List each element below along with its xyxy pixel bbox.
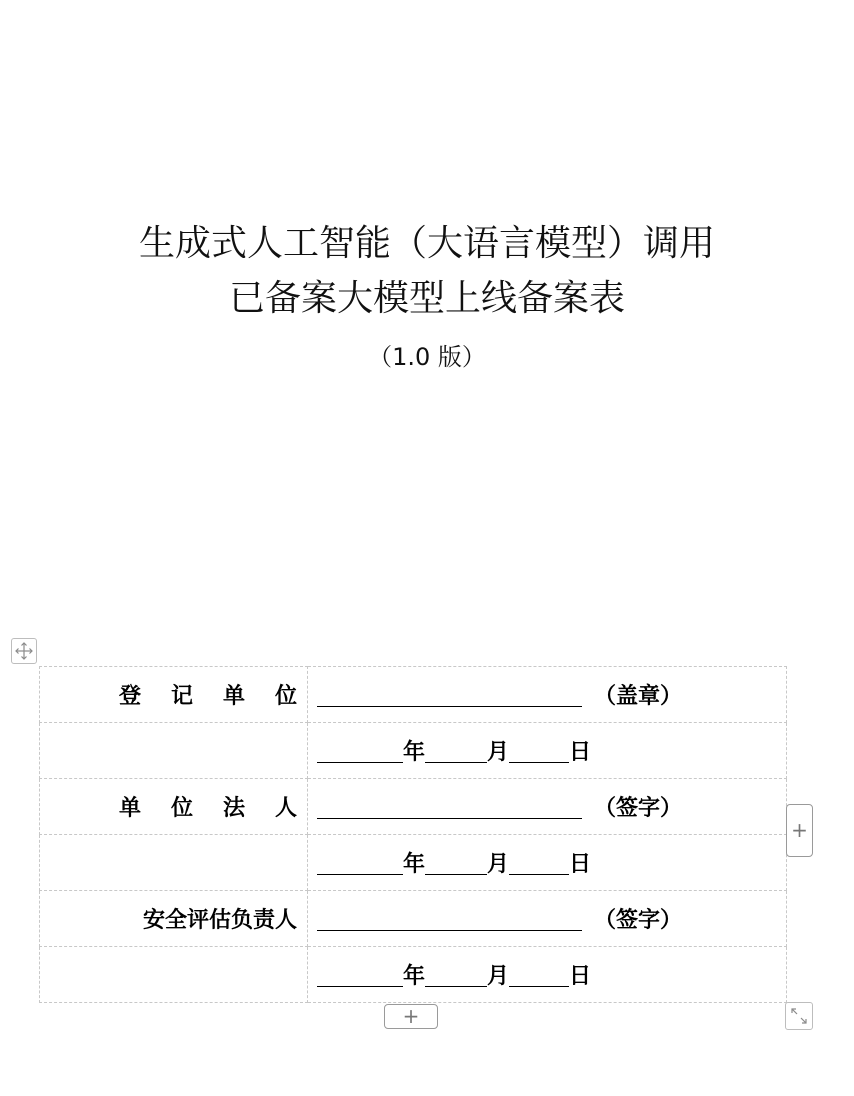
month-unit: 月 (487, 740, 510, 765)
year-unit: 年 (403, 740, 426, 765)
document-title-line-1: 生成式人工智能（大语言模型）调用 (138, 223, 715, 264)
signature-line (317, 796, 582, 819)
document-title-line-2: 已备案大模型上线备案表 (228, 278, 625, 319)
label-cell[interactable] (40, 723, 308, 779)
year-line (317, 964, 403, 987)
table-row (40, 835, 787, 891)
label-cell[interactable] (40, 779, 327, 835)
value-cell[interactable] (308, 891, 787, 947)
four-arrow-move-icon (12, 639, 36, 663)
registration-table (39, 666, 787, 1003)
month-line (425, 964, 487, 987)
label-cell[interactable] (40, 947, 308, 1003)
signature-line (317, 908, 582, 931)
year-unit: 年 (403, 852, 426, 877)
date-cell[interactable] (308, 947, 787, 1003)
day-line (509, 852, 569, 875)
document-version: （1.0 版） (368, 343, 486, 371)
day-unit: 日 (569, 964, 592, 989)
table-row (40, 891, 787, 947)
day-line (509, 740, 569, 763)
label-cell[interactable] (40, 891, 308, 947)
signature-note: （签字） (594, 796, 683, 821)
plus-icon: + (402, 1004, 420, 1028)
signature-line (317, 684, 582, 707)
table-resize-handle[interactable] (785, 1002, 813, 1030)
seal-note: （盖章） (594, 684, 683, 709)
value-cell[interactable] (308, 779, 787, 835)
month-line (425, 740, 487, 763)
year-unit: 年 (403, 964, 426, 989)
month-unit: 月 (487, 964, 510, 989)
registrant-label: 登记单位 (118, 684, 327, 709)
add-row-button[interactable] (384, 1004, 438, 1029)
add-column-button[interactable] (786, 804, 813, 857)
date-cell[interactable] (308, 723, 787, 779)
day-line (509, 964, 569, 987)
label-cell[interactable] (40, 667, 327, 723)
table-row (40, 779, 787, 835)
day-unit: 日 (569, 852, 592, 877)
diagonal-resize-icon (786, 1003, 812, 1029)
plus-icon: + (791, 818, 808, 842)
day-unit: 日 (569, 740, 592, 765)
security-officer-label: 安全评估负责人 (142, 908, 297, 933)
signature-note: （签字） (594, 908, 683, 933)
value-cell[interactable] (308, 667, 787, 723)
table-row (40, 723, 787, 779)
table-row (40, 667, 787, 723)
month-line (425, 852, 487, 875)
legal-rep-label: 单位法人 (118, 796, 327, 821)
date-cell[interactable] (308, 835, 787, 891)
table-row (40, 947, 787, 1003)
month-unit: 月 (487, 852, 510, 877)
table-move-handle[interactable] (11, 638, 37, 664)
year-line (317, 852, 403, 875)
year-line (317, 740, 403, 763)
label-cell[interactable] (40, 835, 308, 891)
